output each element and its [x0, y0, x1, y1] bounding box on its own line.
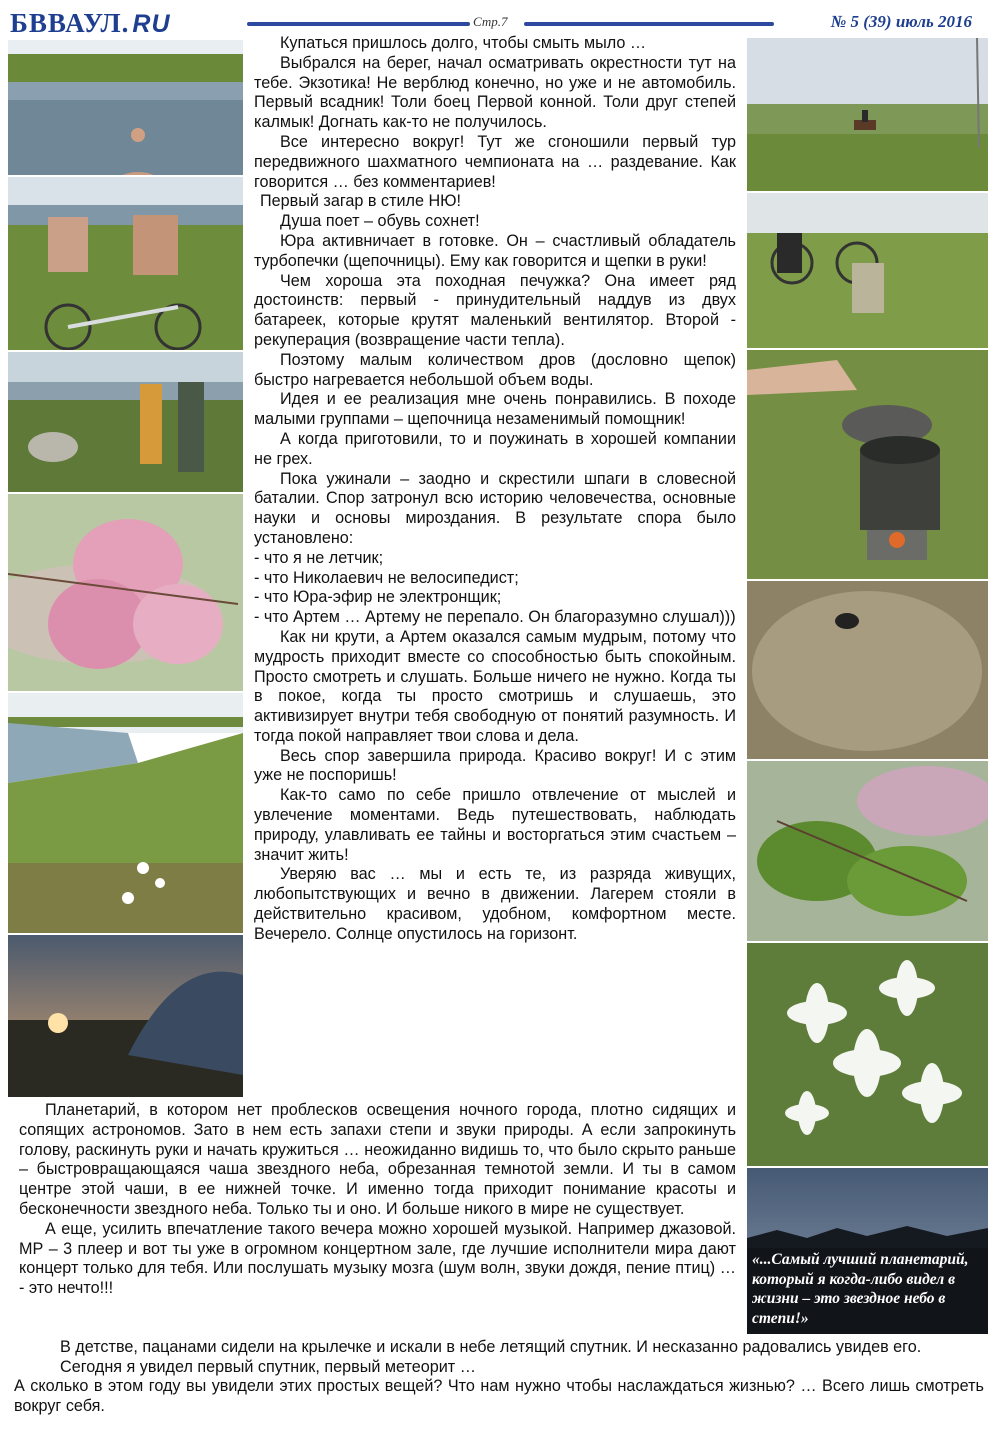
list-item: - что Юра-эфир не электронщик; [254, 588, 502, 607]
paragraph: Уверяю вас … мы и есть те, из разряда живущих, любопытствующих и вечно в движении. Лагерем стояли в действительно красивом, удобном, комфортном месте. Вечерело. Солнце опустилось на горизонт. [254, 865, 736, 943]
photo-men-at-campfire [8, 352, 243, 492]
photo-quote: «...Самый лучший планетарий, который я когда-либо видел в жизни – это звездное небо в степи!» [752, 1251, 969, 1327]
photo-white-star-flowers [747, 943, 988, 1166]
photo-steppe-lake-flowers [8, 693, 243, 933]
photo-camp-stove-pot [747, 350, 988, 579]
photo-bicycle-and-cook [747, 193, 988, 348]
header-rule-right [524, 22, 774, 26]
paragraph: Поэтому малым количеством дров (дословно щепок) быстро нагревается небольшой объем воды. [254, 350, 736, 389]
header-rule-left [247, 22, 470, 26]
paragraph: Пока ужинали – заодно и скрестили шпаги в словесной баталии. Спор затронул всю историю человечества, основные науки и основы мироздания. В результате спора было установлено: [254, 469, 736, 547]
logo-main-text: БВВАУЛ. [10, 8, 130, 38]
paragraph: Сегодня я увидел первый спутник, первый метеорит … [60, 1357, 476, 1376]
page-number: Стр.7 [473, 14, 508, 29]
paragraph: Как ни крути, а Артем оказался самым мудрым, потому что мудрость приходит вместе со способностью быть спокойным. Просто смотреть и слушать. Больше ничего не нужно. Когда ты в покое, когда ты просто смотришь и слушаешь, это активизирует внутри тебя свободную от понятий разумность. И тогда покой направляет твои слова и дела. [254, 627, 736, 745]
list-item: - что я не летчик; [254, 548, 384, 567]
article-continuation [19, 1101, 736, 1299]
paragraph: Купаться пришлось долго, чтобы смыть мыло … [280, 34, 647, 52]
photo-horse-rider [747, 38, 988, 191]
paragraph: Идея и ее реализация мне очень понравились. В походе малыми группами – щепочница незаменимый помощник! [254, 390, 736, 429]
paragraph: Как-то само по себе пришло отвлечение от мыслей и увлечение моментами. Ведь путешествовать, наблюдать природу, улавливать ее тайны и восторгаться этим счастьем – значит жить! [254, 786, 736, 864]
paragraph: Чем хороша эта походная печужка? Она имеет ряд достоинств: первый - принудительный наддув из двух батареек, которые крутят маленький вентилятор. Второй - рекуперация (возвращение части тепла). [254, 271, 736, 349]
paragraph: Юра активничает в готовке. Он – счастливый обладатель турбопечки (щепочницы). Ему как говорится и щепки в руки! [254, 231, 736, 270]
photo-men-with-bicycles [8, 177, 243, 350]
paragraph: А сколько в этом году вы увидели этих простых вещей? Что нам нужно чтобы наслаждаться жизнью? … Всего лишь смотреть вокруг себя. [14, 1377, 984, 1415]
paragraph: В детстве, пацанами сидели на крылечке и искали в небе летящий спутник. И несказанно радовались увидев его. [60, 1338, 922, 1356]
paragraph: А еще, усилить впечатление такого вечера можно хорошей музыкой. Например джазовой. МР – 3 плеер и вот ты уже в огромном концертном зале, где лучшие исполнители мира дают концерт только для тебя. Или послушать музыку мозга (шум волн, звуки дождя, пение птиц) … - это нечто!!! [19, 1219, 736, 1298]
list-item: - что Артем … Артему не перепало. Он благоразумно слушал))) [254, 608, 736, 627]
list-item: - что Николаевич не велосипедист; [254, 568, 519, 587]
article-column [254, 34, 736, 945]
photo-swimming-lake [8, 40, 243, 175]
photo-anthill [747, 581, 988, 759]
paragraph: Весь спор завершила природа. Красиво вокруг! И с этим уже не поспоришь! [254, 746, 736, 785]
paragraph: Выбрался на берег, начал осматривать окрестности тут на тебе. Экзотика! Не верблюд конечно, но уже и не автомобиль. Первый всадник! Толи боец Первой конной. Толи друг степей калмык! Догнать как-то не получилось. [254, 53, 736, 132]
site-logo[interactable] [10, 8, 171, 39]
photo-tent-at-sunset [8, 935, 243, 1097]
issue-number: № 5 (39) июль 2016 [830, 12, 972, 31]
photo-tamarisk-pink-blossom [8, 494, 243, 691]
paragraph: А когда приготовили, то и поужинать в хорошей компании не грех. [254, 429, 736, 468]
paragraph: Планетарий, в котором нет проблесков освещения ночного города, плотно сидящих и сопящих астрономов. Зато в нем есть запахи степи и звуки природы. А если запрокинуть голову, раскинуть руки и начать кружиться … неожиданно видишь то, что было скрыто раньше – быстровращающаяся чаша звездного неба, обрезанная темнотой земли. И ты в самом центре этой чаши, в ее нижней точке. И именно тогда приходит понимание красоты и бесконечности звездного неба. Только ты и оно. И больше никого в мире не существует. [19, 1101, 736, 1218]
paragraph: Первый загар в стиле НЮ! [260, 192, 462, 211]
logo-suffix-text: RU [132, 10, 171, 38]
photo-green-tamarisk-branch [747, 761, 988, 941]
paragraph: Все интересно вокруг! Тут же сгоношили первый тур передвижного шахматного чемпионата на … раздевание. Как говорится … без комментариев! [254, 132, 736, 191]
article-ending [14, 1338, 984, 1416]
paragraph: Душа поет – обувь сохнет! [280, 212, 480, 231]
